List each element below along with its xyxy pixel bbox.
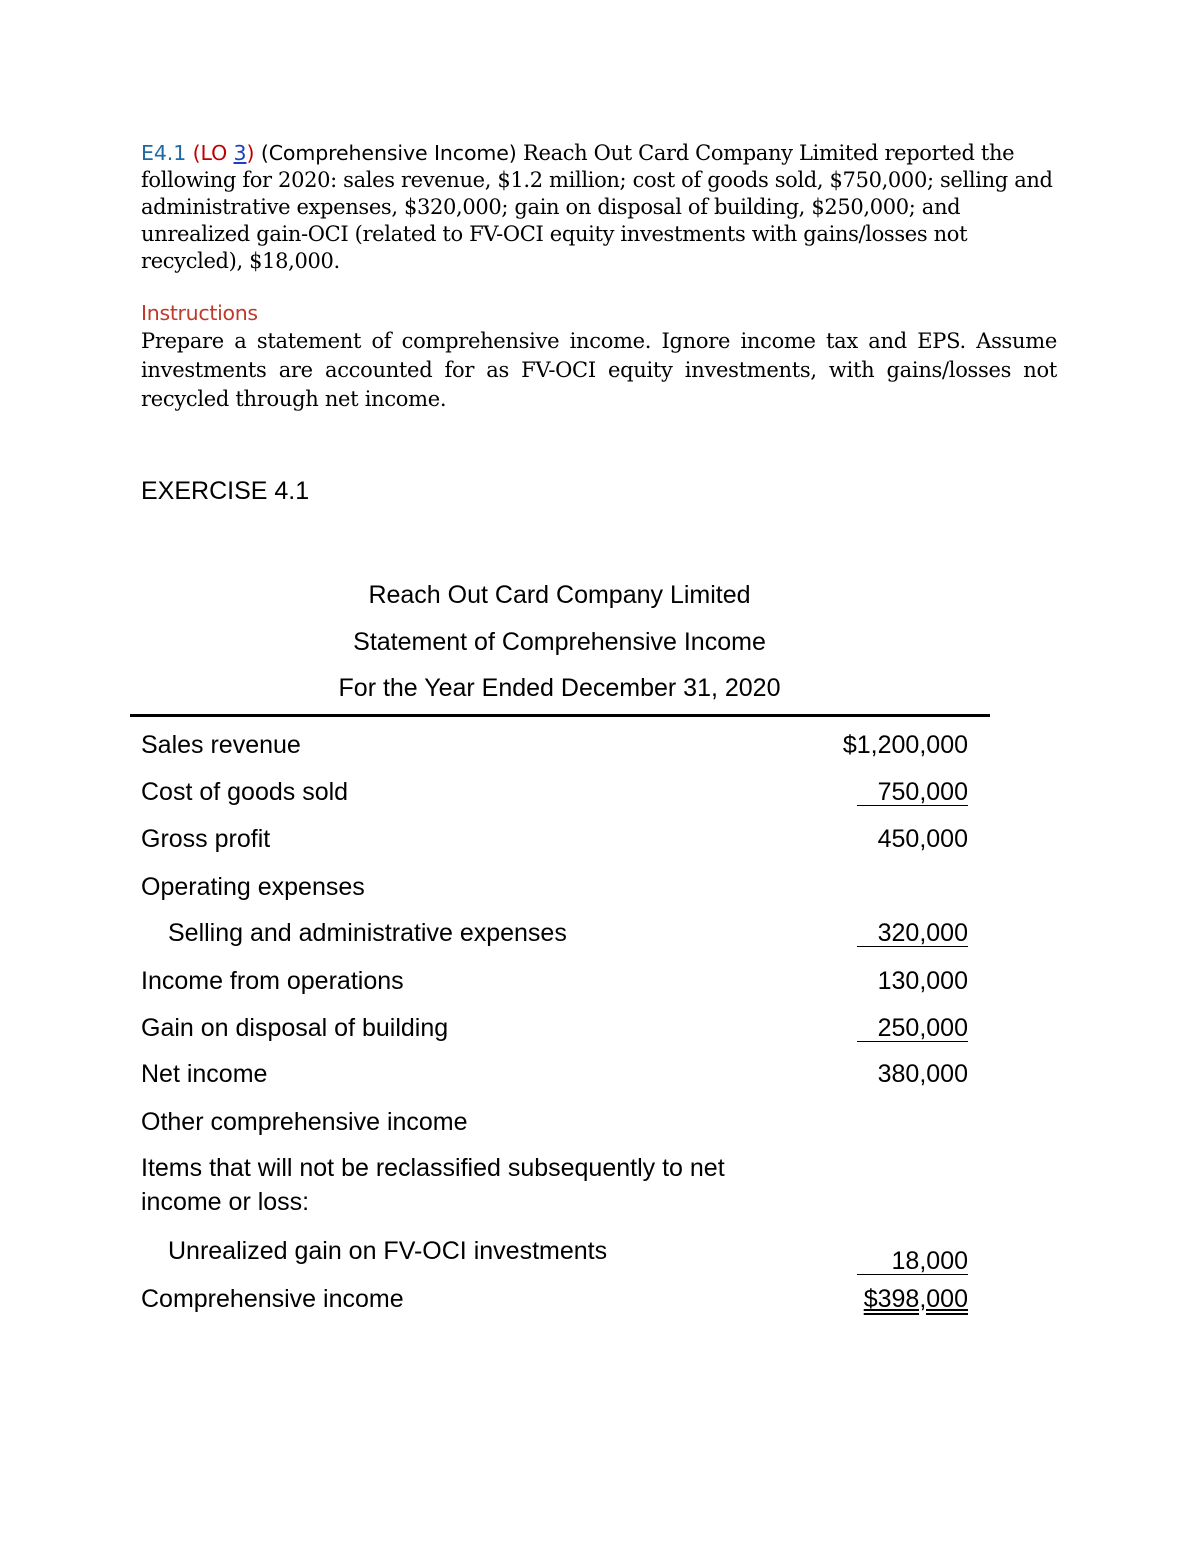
row-amount: 250,000 [877, 1014, 968, 1042]
learning-objective-number: 3 [233, 141, 247, 165]
statement-title: Statement of Comprehensive Income [353, 627, 766, 656]
row-label: Net income [141, 1060, 268, 1088]
instructions-text: Prepare a statement of comprehensive income. Ignore income tax and EPS. Assume investments are accounted for as FV-OCI equity investments, with gains/losses not recycled through net income. [141, 329, 1057, 411]
row-amount: 750,000 [877, 778, 968, 806]
row-label: Other comprehensive income [141, 1108, 468, 1136]
problem-text: Reach Out Card Company Limited reported the following for 2020: sales revenue, $1.2 million; cost of goods sold, $750,000; selling and administrative expenses, $320,000; gain on disposal of building, $250,000; and unrealized gain-OCI (related to FV-OCI equity investments with gains/losses not recycled), $18,000. [141, 141, 1053, 273]
statement-period: For the Year Ended December 31, 2020 [338, 674, 781, 702]
problem-topic: (Comprehensive Income) [260, 141, 517, 165]
learning-objective-close: ) [246, 141, 255, 165]
problem-statement [141, 140, 1057, 275]
learning-objective-open: (LO [192, 141, 234, 165]
problem-paragraph [141, 140, 1057, 275]
company-name: Reach Out Card Company Limited [368, 581, 751, 609]
row-amount: 380,000 [877, 1060, 968, 1088]
row-label: Sales revenue [141, 731, 301, 759]
row-label: Comprehensive income [141, 1285, 404, 1313]
row-label: Selling and administrative expenses [168, 919, 567, 947]
row-label: Income from operations [141, 967, 404, 995]
row-amount: 450,000 [877, 825, 968, 853]
header-rule [130, 714, 990, 717]
exercise-title: EXERCISE 4.1 [141, 477, 310, 505]
row-amount: $398,000 [863, 1285, 968, 1313]
row-label: Items that will not be reclassified subsequently to net income or loss: [141, 1154, 725, 1216]
row-label: Cost of goods sold [141, 778, 349, 806]
instructions-heading: Instructions [141, 301, 258, 325]
row-label: Gain on disposal of building [141, 1014, 449, 1042]
row-amount: 130,000 [877, 967, 968, 995]
row-label: Unrealized gain on FV-OCI investments [168, 1237, 608, 1265]
row-label: Operating expenses [141, 873, 365, 901]
row-amount: 320,000 [877, 919, 968, 947]
statement-header [130, 572, 989, 712]
row-amount: 18,000 [891, 1247, 968, 1275]
row-label: Gross profit [141, 825, 271, 853]
row-amount: $1,200,000 [842, 731, 968, 759]
problem-code: E4.1 [141, 141, 187, 165]
instructions-block [141, 300, 1057, 414]
